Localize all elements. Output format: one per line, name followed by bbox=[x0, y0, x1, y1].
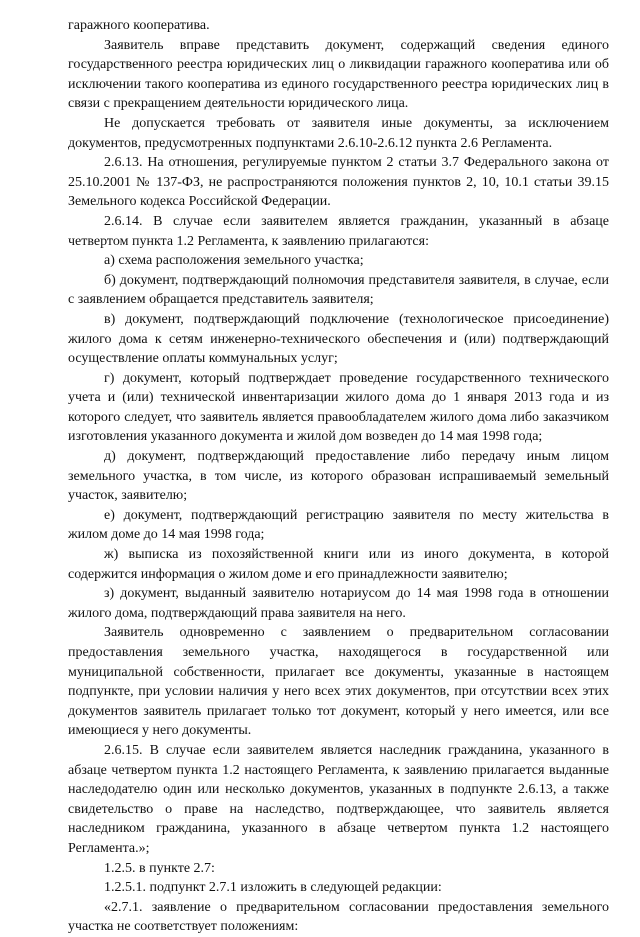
paragraph-1: гаражного кооператива. bbox=[68, 18, 210, 33]
paragraph-15: 2.6.15. В случае если заявителем является наследник гражданина, указанного в абзаце четвертом пункта 1.2 настоящего Регламента, к заявлению прилагается выданные наследодателю один или несколько документов, указанных в подпункте 2.6.13, а также свидетельство о праве на наследство, подтверждающее, что заявитель является наследником гражданина, указанного в абзаце четвертом пункта 1.2 настоящего Регламента.»; bbox=[68, 742, 609, 856]
paragraph-17: 1.2.5.1. подпункт 2.7.1 изложить в следующей редакции: bbox=[104, 880, 442, 896]
list-item-b: б) документ, подтверждающий полномочия представителя заявителя, в случае, если с заявлением обращается представитель заявителя; bbox=[68, 272, 609, 308]
list-item-g: г) документ, который подтверждает проведение государственного технического учета и (или) технической инвентаризации жилого дома до 1 января 2013 года и из которого следует, что заявитель является правообладателем жилого дома либо заказчиком изготовления указанного документа и жилой дом возведен до 14 мая 1998 года; bbox=[68, 370, 609, 445]
document-page bbox=[68, 16, 609, 937]
paragraph-3: Не допускается требовать от заявителя иные документы, за исключением документов, предусмотренных подпунктами 2.6.10-2.6.12 пункта 2.6 Регламента. bbox=[68, 115, 609, 151]
list-item-d: д) документ, подтверждающий предоставление либо передачу иным лицом земельного участка, в том числе, из которого образован испрашиваемый земельный участок, заявителю; bbox=[68, 449, 609, 504]
paragraph-18: «2.7.1. заявление о предварительном согласовании предоставления земельного участка не соответствует положениям: bbox=[68, 899, 609, 935]
list-item-zh: ж) выписка из похозяйственной книги или из иного документа, в которой содержится информация о жилом доме и его принадлежности заявителю; bbox=[68, 547, 609, 582]
list-item-v: в) документ, подтверждающий подключение (технологическое присоединение) жилого дома к сетям инженерно-технического обеспечения и (или) подтверждающий осуществление оплаты коммунальных услуг; bbox=[68, 311, 609, 367]
paragraph-4: 2.6.13. На отношения, регулируемые пунктом 2 статьи 3.7 Федерального закона от 25.10.2001 № 137-ФЗ, не распространяются положения пунктов 2, 10, 10.1 статьи 39.15 Земельного кодекса Российской Федерации. bbox=[68, 155, 609, 210]
paragraph-5: 2.6.14. В случае если заявителем является гражданин, указанный в абзаце четвертом пункта 1.2 Регламента, к заявлению прилагаются: bbox=[68, 213, 609, 249]
list-item-e: е) документ, подтверждающий регистрацию заявителя по месту жительства в жилом доме до 14 мая 1998 года; bbox=[68, 507, 609, 543]
paragraph-16: 1.2.5. в пункте 2.7: bbox=[104, 860, 215, 876]
paragraph-14: Заявитель одновременно с заявлением о предварительном согласовании предоставления земельного участка, находящегося в государственной или муниципальной собственности, прилагает все документы, указанные в настоящем подпункте, при условии наличия у него всех этих документов, при отсутствии всех этих документов заявитель прилагает только тот документ, который у него имеется, или все имеющиеся у него документы. bbox=[68, 625, 609, 739]
list-item-a: а) схема расположения земельного участка; bbox=[104, 253, 364, 269]
paragraph-2: Заявитель вправе представить документ, содержащий сведения единого государственного реестра юридических лиц о ликвидации гаражного кооператива или об исключении такого кооператива из единого государственного реестра юридических лиц в связи с прекращением деятельности юридического лица. bbox=[68, 37, 609, 112]
list-item-z: з) документ, выданный заявителю нотариусом до 14 мая 1998 года в отношении жилого дома, подтверждающий права заявителя на него. bbox=[68, 586, 609, 621]
